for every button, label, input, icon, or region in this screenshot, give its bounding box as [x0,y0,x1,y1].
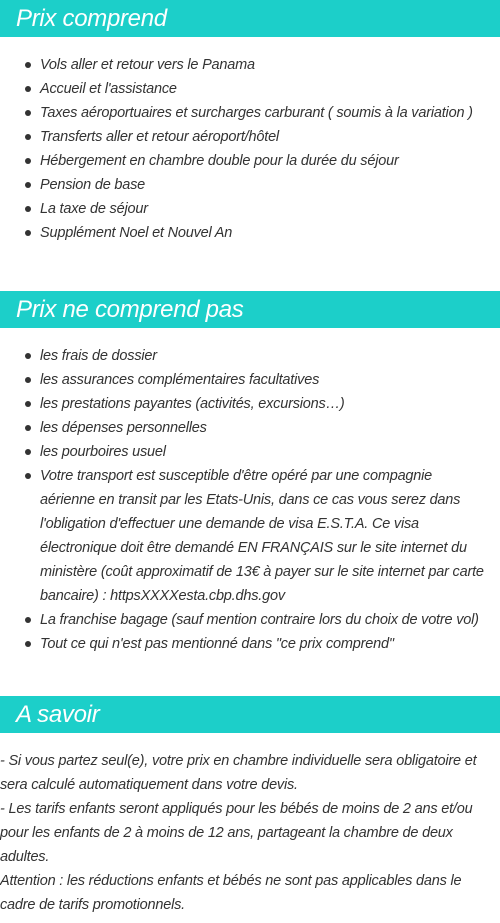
prix-ne-comprend-pas-section [0,291,500,656]
section-spacer [0,245,500,291]
list-item: Vols aller et retour vers le Panama [0,53,500,77]
list-item: La franchise bagage (sauf mention contraire lors du choix de votre vol) [0,608,500,632]
prix-comprend-list [0,37,500,245]
a-savoir-title: A savoir [0,696,500,733]
list-item: les prestations payantes (activités, excursions…) [0,392,500,416]
prix-comprend-section [0,0,500,245]
list-item: Pension de base [0,173,500,197]
list-item: les pourboires usuel [0,440,500,464]
list-item: les assurances complémentaires facultatives [0,368,500,392]
list-item: Tout ce qui n'est pas mentionné dans "ce prix comprend" [0,632,500,656]
list-item: Votre transport est susceptible d'être opéré par une compagnie aérienne en transit par les Etats-Unis, dans ce cas vous serez dans l'obligation d'effectuer une demande de visa E.S.T.A. Ce visa électronique doit être demandé EN FRANÇAIS sur le site internet du ministère (coût approximatif de 13€ à payer sur le site internet par carte bancaire) : httpsXXXXesta.cbp.dhs.gov [0,464,500,608]
prix-ne-comprend-pas-title: Prix ne comprend pas [0,291,500,328]
a-savoir-section [0,696,500,917]
prix-comprend-title: Prix comprend [0,0,500,37]
list-item: Transferts aller et retour aéroport/hôtel [0,125,500,149]
prix-ne-comprend-pas-list [0,328,500,656]
list-item: Hébergement en chambre double pour la durée du séjour [0,149,500,173]
section-spacer [0,656,500,696]
a-savoir-paragraph: Attention : les réductions enfants et bébés ne sont pas applicables dans le cadre de tarifs promotionnels. [0,873,462,913]
a-savoir-paragraph: - Si vous partez seul(e), votre prix en chambre individuelle sera obligatoire et sera calculé automatiquement dans votre devis. [0,753,477,793]
a-savoir-paragraph: - Les tarifs enfants seront appliqués pour les bébés de moins de 2 ans et/ou pour les enfants de 2 à moins de 12 ans, partageant la chambre de deux adultes. [0,801,473,865]
list-item: La taxe de séjour [0,197,500,221]
list-item: les frais de dossier [0,344,500,368]
list-item: Supplément Noel et Nouvel An [0,221,500,245]
list-item: les dépenses personnelles [0,416,500,440]
a-savoir-text [0,733,500,917]
list-item: Taxes aéroportuaires et surcharges carburant ( soumis à la variation ) [0,101,500,125]
list-item: Accueil et l'assistance [0,77,500,101]
